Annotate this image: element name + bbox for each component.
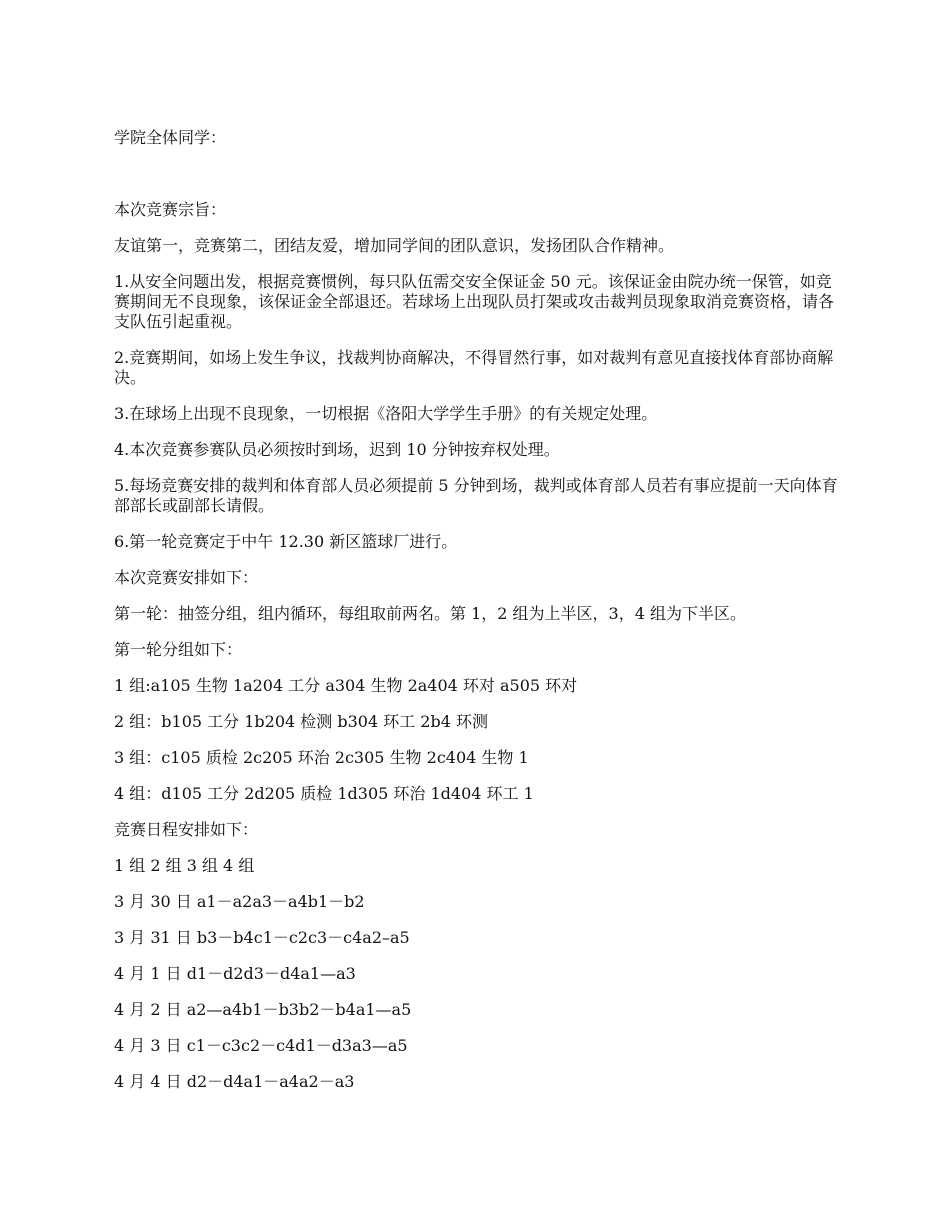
timetable-columns: 1 组 2 组 3 组 4 组	[114, 856, 255, 875]
section-heading-schedule: 本次竞赛安排如下：	[114, 568, 259, 587]
timetable-heading: 竞赛日程安排如下：	[114, 820, 259, 839]
group-2: 2 组：b105 工分 1b204 检测 b304 环工 2b4 环测	[114, 712, 488, 731]
rule-1: 1.从安全问题出发，根据竞赛惯例，每只队伍需交安全保证金 50 元。该保证金由院办统一保管，如竞赛期间无不良现象，该保证金全部退还。若球场上出现队员打架或攻击裁判员现象取消竞赛资格，请各支队伍引起重视。	[114, 272, 835, 331]
rule-4: 4.本次竞赛参赛队员必须按时到场，迟到 10 分钟按弃权处理。	[114, 440, 560, 459]
timetable-row: 3 月 31 日 b3－b4c1－c2c3－c4a2–a5	[114, 928, 410, 947]
purpose-text: 友谊第一，竞赛第二，团结友爱，增加同学间的团队意识，发扬团队合作精神。	[114, 236, 675, 255]
timetable-row: 4 月 3 日 c1－c3c2－c4d1－d3a3—a5	[114, 1036, 408, 1055]
rule-2: 2.竞赛期间，如场上发生争议，找裁判协商解决，不得冒然行事，如对裁判有意见直接找体育部协商解决。	[114, 348, 834, 387]
rule-6: 6.第一轮竞赛定于中午 12.30 新区篮球厂进行。	[114, 532, 458, 551]
group-4: 4 组：d105 工分 2d205 质检 1d305 环治 1d404 环工 1	[114, 784, 534, 803]
timetable-row: 4 月 2 日 a2—a4b1－b3b2－b4a1—a5	[114, 1000, 412, 1019]
rule-3: 3.在球场上出现不良现象，一切根据《洛阳大学学生手册》的有关规定处理。	[114, 404, 658, 423]
group-3: 3 组：c105 质检 2c205 环治 2c305 生物 2c404 生物 1	[114, 748, 529, 767]
rule-5: 5.每场竞赛安排的裁判和体育部人员必须提前 5 分钟到场，裁判或体育部人员若有事应提前一天向体育部部长或副部长请假。	[114, 476, 838, 515]
round-one-description: 第一轮：抽签分组，组内循环，每组取前两名。第 1，2 组为上半区，3，4 组为下半区。	[114, 604, 746, 623]
section-heading-purpose: 本次竞赛宗旨：	[114, 200, 227, 219]
timetable-row: 3 月 30 日 a1－a2a3－a4b1－b2	[114, 892, 365, 911]
group-1: 1 组:a105 生物 1a204 工分 a304 生物 2a404 环对 a505 环对	[114, 676, 578, 695]
document-page	[114, 128, 840, 1108]
timetable-row: 4 月 4 日 d2－d4a1－a4a2－a3	[114, 1072, 355, 1091]
grouping-heading: 第一轮分组如下：	[114, 640, 243, 659]
salutation: 学院全体同学：	[114, 128, 227, 147]
timetable-row: 4 月 1 日 d1－d2d3－d4a1—a3	[114, 964, 356, 983]
